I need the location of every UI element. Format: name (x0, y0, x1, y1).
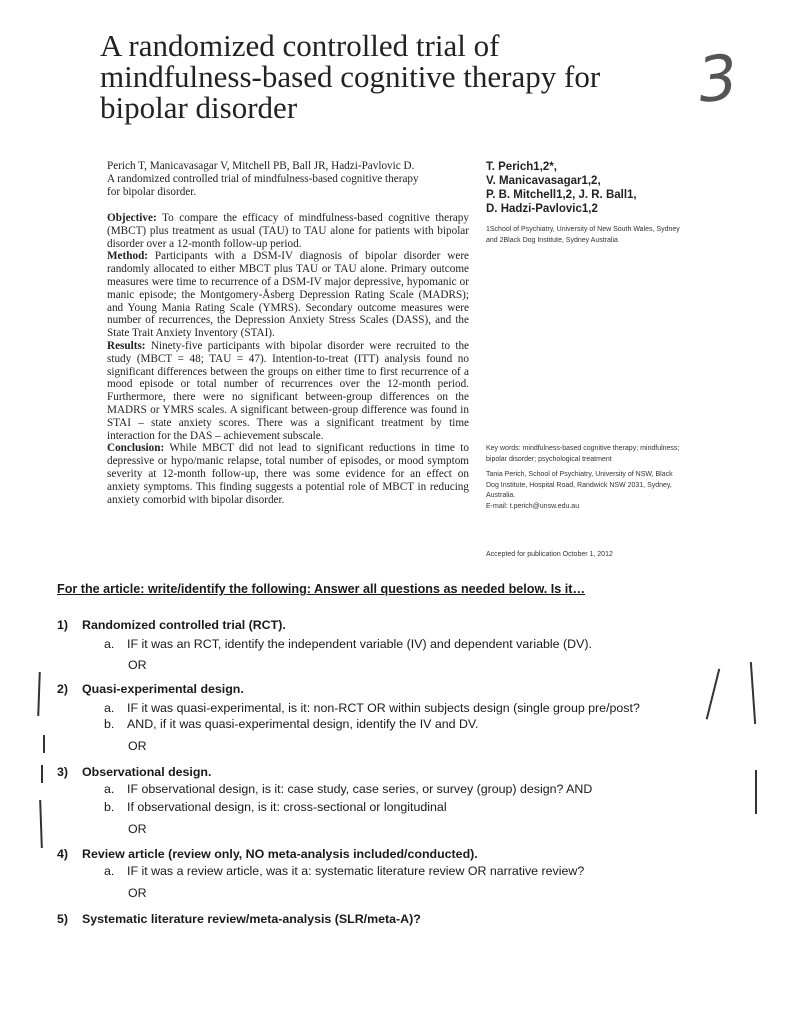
sub-letter: a. (104, 637, 115, 651)
handwritten-page-number: 3 (694, 40, 742, 117)
author-line: P. B. Mitchell1,2, J. R. Ball1, (486, 189, 637, 201)
sub-letter: a. (104, 701, 115, 715)
objective-label: Objective: (107, 212, 157, 224)
question-number: 2) (57, 682, 69, 696)
sub-letter: b. (104, 800, 115, 814)
pen-mark (750, 662, 756, 724)
sub-text: IF it was a review article, was it a: systematic literature review OR narrative review? (127, 864, 585, 878)
citation-line: A randomized controlled trial of mindfulness-based cognitive therapy (107, 173, 419, 185)
sub-letter: b. (104, 717, 115, 731)
pen-mark (39, 800, 42, 848)
question-4 (57, 847, 478, 861)
abstract-objective (107, 212, 469, 250)
keywords: Key words: mindfulness-based cognitive therapy; mindfulness; bipolar disorder; psychological treatment (486, 445, 680, 463)
question-5 (57, 912, 421, 926)
question-label: Systematic literature review/meta-analysis (SLR/meta-A)? (82, 912, 421, 926)
or-separator: OR (128, 739, 147, 753)
question-2-sub-a (104, 701, 640, 715)
sub-text: AND, if it was quasi-experimental design, identify the IV and DV. (127, 717, 479, 731)
author-line: D. Hadzi-Pavlovic1,2 (486, 203, 598, 215)
citation-line: Perich T, Manicavasagar V, Mitchell PB, Ball JR, Hadzi-Pavlovic D. (107, 160, 415, 172)
title-line: mindfulness-based cognitive therapy for (100, 59, 601, 94)
sub-letter: a. (104, 782, 115, 796)
citation (107, 160, 467, 199)
or-separator: OR (128, 886, 147, 900)
abstract (107, 212, 469, 506)
question-number: 3) (57, 765, 69, 779)
question-3-sub-a (104, 782, 592, 796)
pen-mark (755, 770, 757, 814)
affiliations: 1School of Psychiatry, University of New South Wales, Sydney and 2Black Dog Institute, Sydney Australia (486, 226, 680, 244)
worksheet-instructions: For the article: write/identify the following: Answer all questions as needed below. Is it… (57, 582, 586, 596)
author-line: V. Manicavasagar1,2, (486, 175, 601, 187)
accepted-date: Accepted for publication October 1, 2012 (486, 551, 613, 558)
question-number: 1) (57, 618, 69, 632)
title-line: bipolar disorder (100, 90, 298, 125)
question-4-sub-a (104, 864, 584, 878)
sub-text: IF observational design, is it: case study, case series, or survey (group) design? AND (127, 782, 593, 796)
results-label: Results: (107, 339, 146, 352)
sub-text: IF it was quasi-experimental, is it: non-RCT OR within subjects design (single group pre/post? (127, 701, 640, 715)
sub-text: If observational design, is it: cross-sectional or longitudinal (127, 800, 447, 814)
or-separator: OR (128, 658, 147, 672)
results-text: Ninety-five participants with bipolar disorder were recruited to the study (MBCT = 48; TAU = 47). Intention-to-treat (ITT) analysis found no significant differences between the groups on either time to first recurrence of a mood episode or total number of recurrences over the 12-month period. Furthermore, there were no significant between-group differences on the MADRS or YMRS scales. A significant between-group difference was found in STAI – state anxiety scores. There was a significant treatment by time interaction for the DAS – achievement subscale. (107, 339, 470, 442)
pen-mark (706, 669, 720, 720)
abstract-method (107, 250, 469, 340)
sub-text: IF it was an RCT, identify the independent variable (IV) and dependent variable (DV). (127, 637, 592, 651)
objective-text: To compare the efficacy of mindfulness-based cognitive therapy (MBCT) plus treatment as usual (TAU) to TAU alone for patients with bipolar disorder over a 12-month follow-up period. (107, 212, 469, 250)
question-label: Review article (review only, NO meta-analysis included/conducted). (82, 847, 478, 861)
article-title (100, 30, 680, 123)
abstract-conclusion (107, 442, 469, 506)
question-2 (57, 682, 244, 696)
question-number: 4) (57, 847, 69, 861)
conclusion-text: While MBCT did not lead to significant reductions in time to depressive or hypo/manic relapse, total number of episodes, or mood symptom severity at 12-month follow-up, there was some evidence for an effect on anxiety symptoms. This finding suggests a potential role of MBCT in reducing anxiety comorbid with bipolar disorder. (107, 442, 469, 506)
question-label: Quasi-experimental design. (82, 682, 244, 696)
pen-mark (43, 735, 45, 753)
or-separator: OR (128, 822, 147, 836)
correspondence (486, 470, 682, 512)
abstract-results (107, 340, 469, 442)
pen-mark (37, 672, 40, 716)
citation-line: for bipolar disorder. (107, 186, 197, 198)
title-line: A randomized controlled trial of (100, 28, 500, 63)
question-number: 5) (57, 912, 69, 926)
pen-mark (41, 765, 43, 783)
question-label: Observational design. (82, 765, 212, 779)
question-3-sub-b (104, 800, 447, 814)
question-label: Randomized controlled trial (RCT). (82, 618, 286, 632)
method-text: Participants with a DSM-IV diagnosis of bipolar disorder were randomly allocated to either MBCT plus TAU or TAU alone. Primary outcome measures were time to recurrence of a DSM-IV major depressive, hypomanic or manic episode; the Montgomery-Åsberg Depression Rating Scale (MADRS); and Young Mania Rating Scale (YMRS). Secondary outcome measures were number of recurrences, the Depression Anxiety Stress Scales (DASS), and the State Trait Anxiety Inventory (STAI). (107, 250, 470, 340)
author-line: T. Perich1,2*, (486, 161, 557, 173)
question-1-sub-a (104, 637, 592, 651)
conclusion-label: Conclusion: (107, 442, 165, 455)
question-3 (57, 765, 211, 779)
correspondence-address: Tania Perich, School of Psychiatry, University of NSW, Black Dog Institute, Hospital Road, Randwick NSW 2031, Sydney, Australia. (486, 471, 673, 499)
question-1 (57, 618, 286, 632)
method-label: Method: (107, 250, 149, 263)
correspondence-email: E-mail: t.perich@unsw.edu.au (486, 502, 580, 510)
authors (486, 160, 686, 216)
question-2-sub-b (104, 717, 478, 731)
sub-letter: a. (104, 864, 115, 878)
